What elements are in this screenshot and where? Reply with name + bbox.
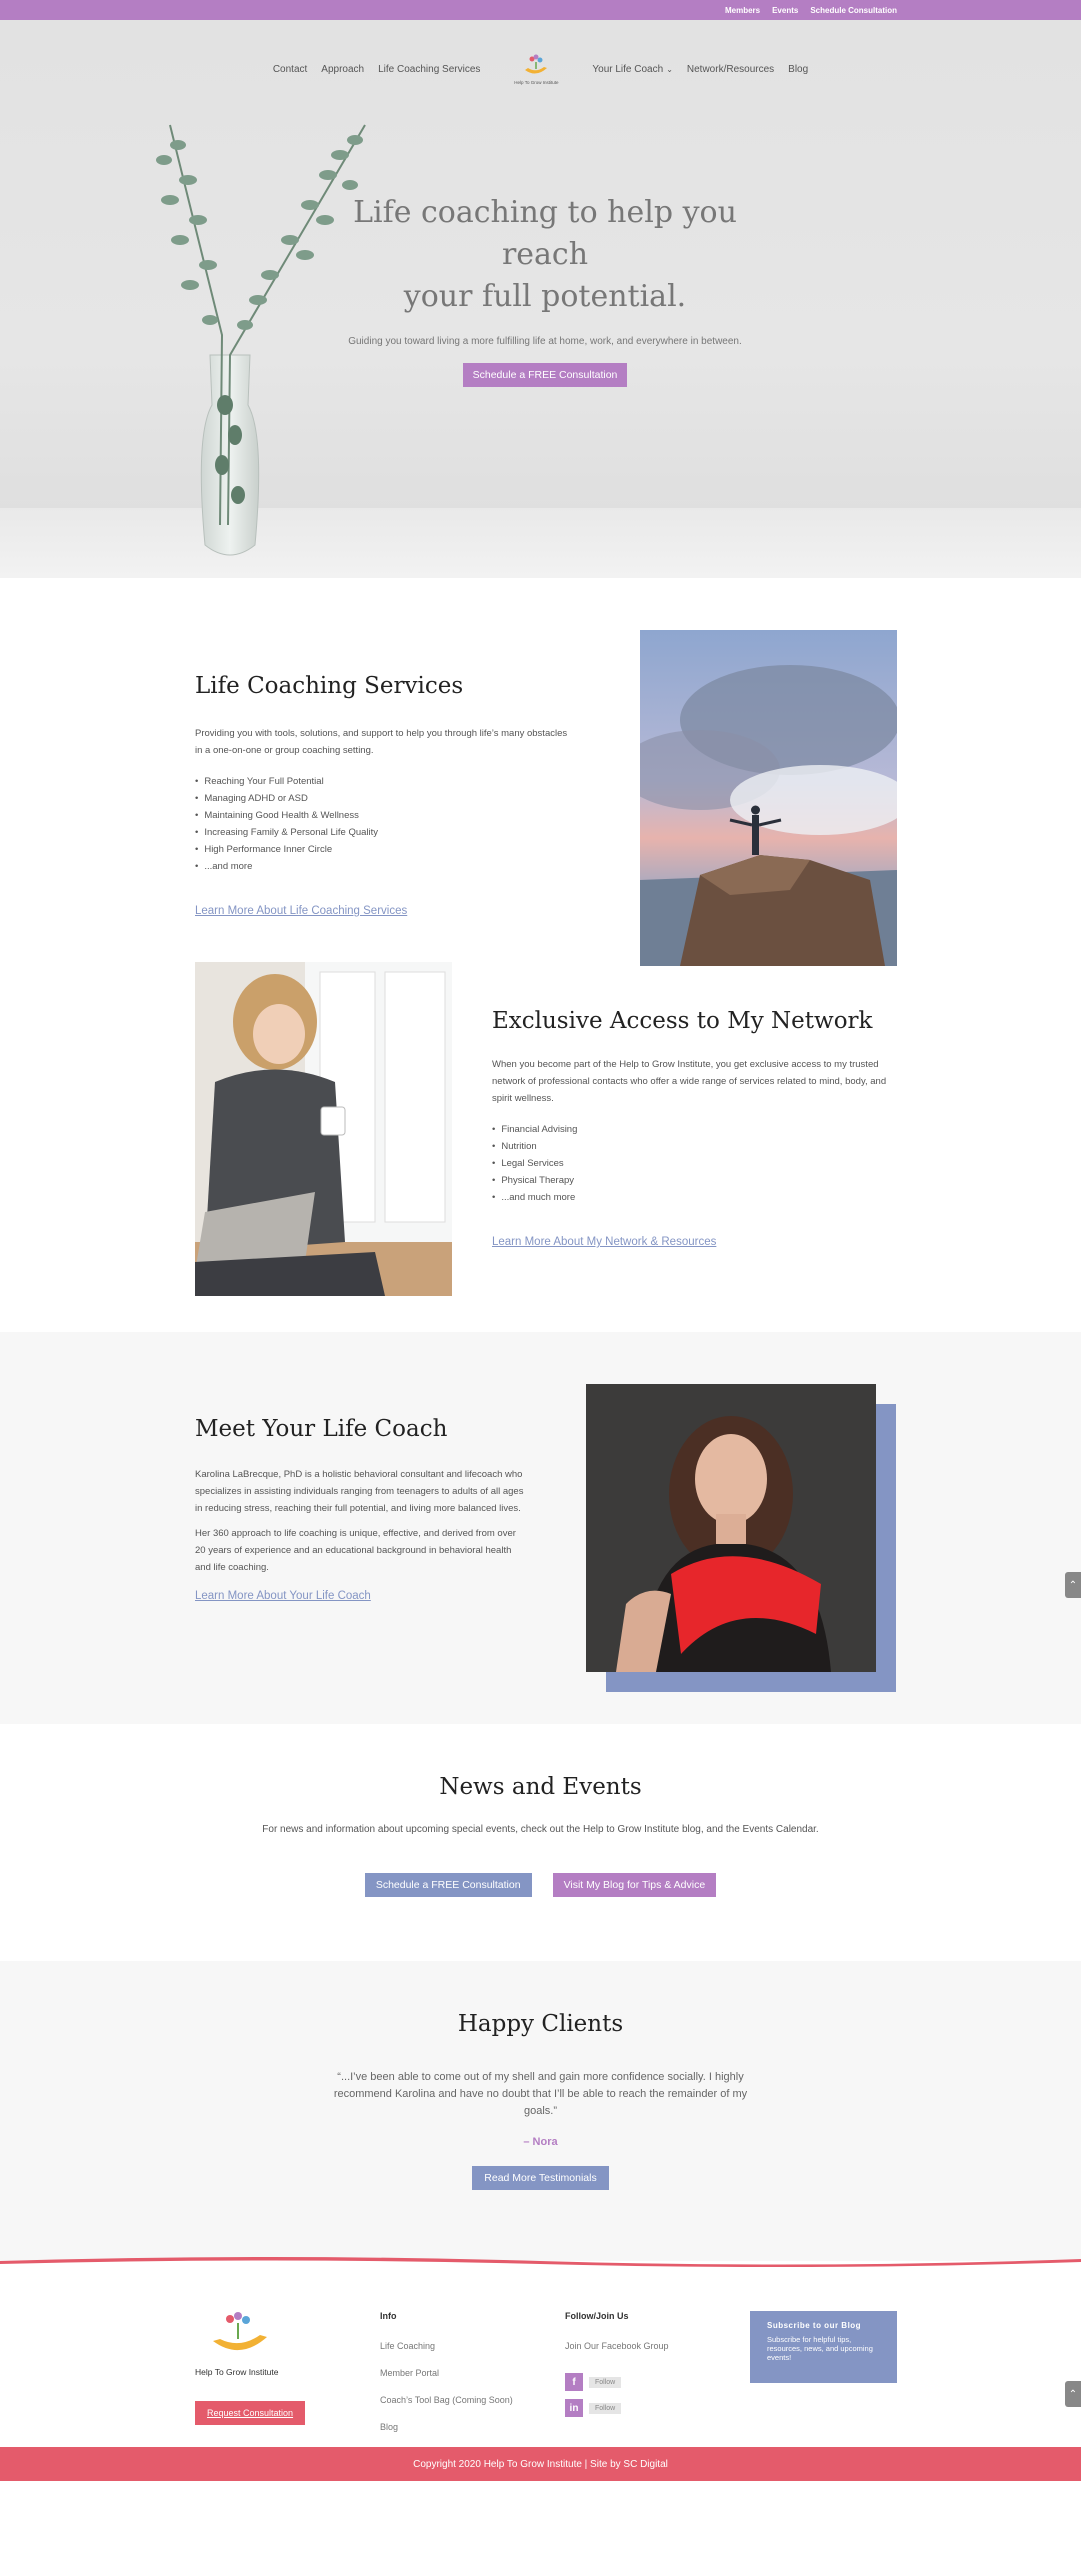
subscribe-body: Subscribe for helpful tips, resources, news, and upcoming events!	[767, 2335, 873, 2362]
footer-brand	[195, 2311, 315, 2425]
list-item: • ...and more	[195, 858, 575, 875]
request-consultation-button[interactable]: Request Consultation	[195, 2401, 305, 2425]
hero-schedule-button[interactable]: Schedule a FREE Consultation	[463, 363, 628, 387]
services-text	[195, 673, 575, 919]
news-buttons	[0, 1873, 1081, 1897]
facebook-follow-label: Follow	[589, 2377, 621, 2388]
linkedin-icon: in	[565, 2399, 583, 2417]
logo-text: Help To Grow Institute	[514, 79, 559, 85]
topbar-members-link[interactable]: Members	[724, 5, 761, 15]
news-title: News and Events	[439, 1774, 642, 1800]
footer-info-title: Info	[380, 2311, 397, 2321]
footer-wave-divider	[0, 2253, 1081, 2267]
footer-link-member-portal[interactable]: Member Portal	[380, 2368, 440, 2378]
footer-follow-title: Follow/Join Us	[565, 2311, 629, 2321]
testimonial-quote: “...I’ve been able to come out of my shell and gain more confidence socially. I highly recommend Karolina and have no doubt that I’ll be able to reach the remainder of my goals.”	[333, 2071, 748, 2117]
footer-info-column	[380, 2311, 530, 2449]
nav-network[interactable]: Network/Resources	[686, 63, 775, 75]
list-item: • High Performance Inner Circle	[195, 841, 575, 858]
list-item: • Physical Therapy	[492, 1172, 897, 1189]
linkedin-follow-label: Follow	[589, 2403, 621, 2414]
hero-content	[320, 192, 770, 387]
footer-logo-icon	[205, 2311, 275, 2361]
coach-section	[0, 1332, 1081, 1724]
footer-follow-column	[565, 2311, 715, 2425]
clients-title: Happy Clients	[457, 2011, 624, 2037]
nav-your-life-coach-label: Your Life Coach	[592, 63, 664, 75]
nav-blog[interactable]: Blog	[788, 63, 809, 75]
nav-approach[interactable]: Approach	[321, 63, 365, 75]
read-testimonials-button[interactable]: Read More Testimonials	[472, 2166, 608, 2190]
hero-title-line2: your full potential.	[403, 279, 687, 314]
testimonial-author: – Nora	[523, 2136, 558, 2148]
chevron-down-icon: ⌄	[666, 64, 673, 74]
list-item: • Financial Advising	[492, 1121, 897, 1138]
hero-title-line1: Life coaching to help you reach	[353, 195, 737, 272]
news-body: For news and information about upcoming special events, check out the Help to Grow Institute blog, and the Events Calendar.	[262, 1824, 819, 1835]
mountain-summit-illustration	[640, 630, 897, 966]
subscribe-title: Subscribe to our Blog	[767, 2321, 862, 2330]
clients-section	[0, 1961, 1081, 2261]
services-learn-more-link[interactable]: Learn More About Life Coaching Services	[195, 905, 408, 917]
hero-title	[320, 192, 770, 318]
news-blog-button[interactable]: Visit My Blog for Tips & Advice	[553, 1873, 717, 1897]
network-body: When you become part of the Help to Grow Institute, you get exclusive access to my trusted network of professional contacts who offer a wide range of services related to mind, body, and spirit wellness.	[492, 1059, 887, 1104]
list-item: • Nutrition	[492, 1138, 897, 1155]
footer-scroll-up-button[interactable]	[1065, 2381, 1081, 2407]
footer-link-tool-bag[interactable]: Coach’s Tool Bag (Coming Soon)	[380, 2395, 513, 2405]
services-title: Life Coaching Services	[195, 673, 464, 699]
nav-contact[interactable]: Contact	[272, 63, 308, 75]
footer-logo-text: Help To Grow Institute	[195, 2367, 279, 2377]
logo-hand-icon	[522, 54, 550, 78]
news-schedule-button[interactable]: Schedule a FREE Consultation	[365, 1873, 532, 1897]
copyright-bar	[0, 2447, 1081, 2481]
hero-section	[0, 20, 1081, 578]
network-learn-more-link[interactable]: Learn More About My Network & Resources	[492, 1236, 717, 1248]
list-item: • Legal Services	[492, 1155, 897, 1172]
woman-laptop-image	[195, 962, 452, 1296]
topbar-events-link[interactable]: Events	[772, 5, 799, 15]
footer	[0, 2261, 1081, 2447]
facebook-follow[interactable]	[565, 2373, 715, 2391]
coach-title: Meet Your Life Coach	[195, 1416, 448, 1442]
footer-link-life-coaching[interactable]: Life Coaching	[380, 2341, 436, 2351]
services-body: Providing you with tools, solutions, and support to help you through life’s many obstacles in a one-on-one or group coaching setting.	[195, 728, 568, 756]
network-title: Exclusive Access to My Network	[492, 1008, 873, 1034]
chevron-up-icon: ⌃	[1068, 2388, 1078, 2400]
mountain-summit-image	[640, 630, 897, 966]
services-list	[195, 773, 575, 875]
nav-your-life-coach[interactable]	[592, 64, 673, 75]
nav-services[interactable]: Life Coaching Services	[378, 63, 481, 75]
coach-text	[195, 1416, 525, 1604]
network-list	[492, 1121, 897, 1206]
list-item: • Increasing Family & Personal Life Quality	[195, 824, 575, 841]
topbar-schedule-link[interactable]: Schedule Consultation	[810, 5, 897, 15]
network-section	[0, 928, 1081, 1332]
coach-portrait-illustration	[586, 1384, 876, 1672]
copyright-text: Copyright 2020 Help To Grow Institute | Site by SC Digital	[413, 2458, 668, 2470]
list-item: • Managing ADHD or ASD	[195, 790, 575, 807]
coach-portrait-image	[586, 1384, 876, 1672]
network-text	[492, 1008, 897, 1250]
scroll-up-button[interactable]	[1065, 1572, 1081, 1598]
linkedin-follow[interactable]	[565, 2399, 715, 2417]
footer-facebook-group-link[interactable]: Join Our Facebook Group	[565, 2341, 669, 2351]
list-item: • ...and much more	[492, 1189, 897, 1206]
news-section	[0, 1724, 1081, 1961]
footer-link-blog[interactable]: Blog	[380, 2422, 399, 2432]
list-item: • Maintaining Good Health & Wellness	[195, 807, 575, 824]
coach-paragraph-2: Her 360 approach to life coaching is unique, effective, and derived from over 20 years of experience and an educational background in behavioral health and life coaching.	[195, 1528, 516, 1573]
chevron-up-icon: ⌃	[1068, 1579, 1078, 1591]
main-nav	[0, 40, 1081, 98]
coach-learn-more-link[interactable]: Learn More About Your Life Coach	[195, 1590, 371, 1602]
subscribe-box[interactable]	[750, 2311, 897, 2383]
list-item: • Reaching Your Full Potential	[195, 773, 575, 790]
coach-paragraph-1: Karolina LaBrecque, PhD is a holistic behavioral consultant and lifecoach who specializes in assisting individuals ranging from teenagers to adults of all ages in reducing stress, reaching their full potential, and living more balanced lives.	[195, 1469, 524, 1514]
woman-laptop-illustration	[195, 962, 452, 1296]
services-section	[0, 578, 1081, 928]
facebook-icon: f	[565, 2373, 583, 2391]
hero-subtitle: Guiding you toward living a more fulfilling life at home, work, and everywhere in between.	[348, 336, 742, 347]
site-logo[interactable]	[506, 47, 566, 91]
top-bar	[0, 0, 1081, 20]
